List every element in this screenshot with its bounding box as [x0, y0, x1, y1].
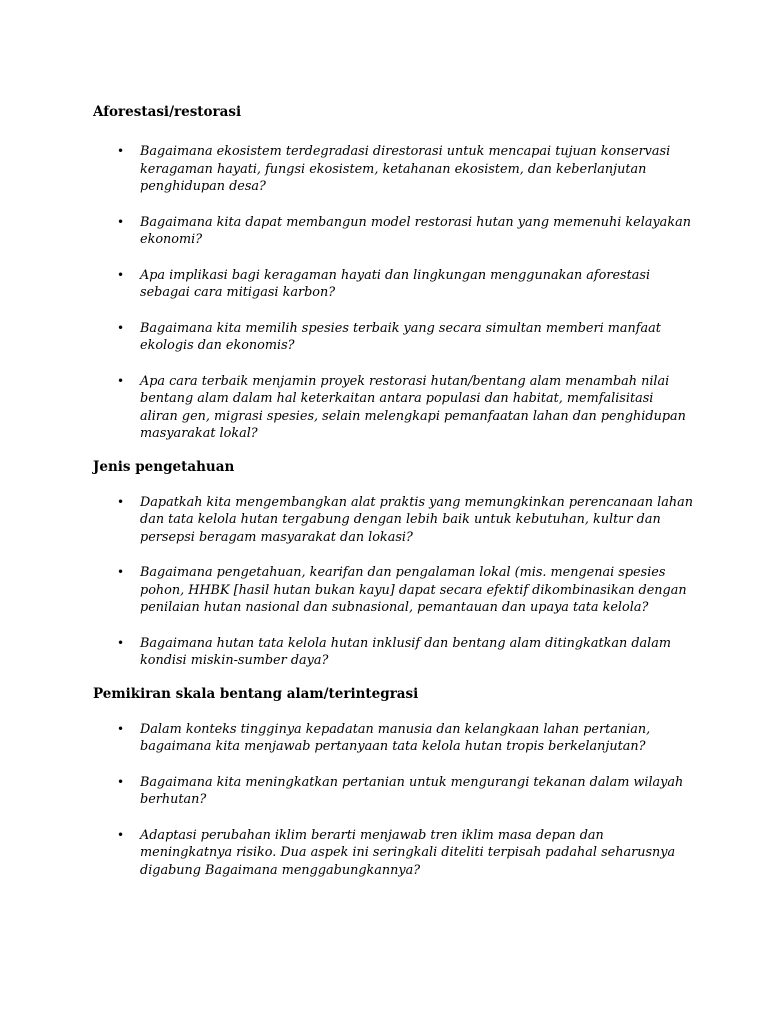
question-text: Adaptasi perubahan iklim berarti menjawab tren iklim masa depan dan meningkatnya risiko. Dua aspek ini seringkali diteliti terpisah padahal seharusnya digabung Bagaimana menggabungkannya?: [140, 827, 676, 878]
question-text: Bagaimana kita dapat membangun model restorasi hutan yang memenuhi kelayakan ekonomi?: [140, 214, 691, 247]
bullet-icon: •: [117, 565, 125, 579]
list-item: [93, 320, 695, 355]
question-text: Bagaimana pengetahuan, kearifan dan pengalaman lokal (mis. mengenai spesies pohon, HHBK [hasil hutan bukan kayu] dapat secara efektif dikombinasikan dengan penilaian hutan nasional dan subnasional, pemantauan dan upaya tata kelola?: [140, 565, 687, 615]
list-item: [93, 721, 695, 756]
bullet-icon: •: [117, 144, 125, 158]
list-item: [93, 774, 695, 809]
question-text: Bagaimana kita meningkatkan pertanian untuk mengurangi tekanan dalam wilayah berhutan?: [140, 774, 684, 807]
question-text: Dapatkah kita mengembangkan alat praktis yang memungkinkan perencanaan lahan dan tata kelola hutan tergabung dengan lebih baik untuk kebutuhan, kultur dan persepsi beragam masyarakat dan lokasi?: [140, 494, 693, 545]
section-heading: Aforestasi/restorasi: [93, 104, 242, 120]
document-body: [93, 104, 693, 879]
list-item: [93, 267, 695, 302]
question-text: Bagaimana hutan tata kelola hutan inklusif dan bentang alam ditingkatkan dalam kondisi miskin-sumber daya?: [140, 635, 672, 668]
question-text: Apa cara terbaik menjamin proyek restorasi hutan/bentang alam menambah nilai bentang alam dalam hal keterkaitan antara populasi dan habitat, memfalisitasi aliran gen, migrasi spesies, selain melengkapi pemanfaatan lahan dan penghidupan masyarakat lokal?: [140, 373, 686, 441]
question-list: [93, 721, 693, 880]
bullet-icon: •: [117, 494, 125, 509]
list-item: [93, 635, 695, 670]
list-item: [93, 143, 695, 196]
bullet-icon: •: [117, 320, 125, 335]
bullet-icon: •: [117, 214, 125, 229]
list-item: [93, 494, 695, 547]
question-list: [93, 143, 693, 443]
bullet-icon: •: [117, 267, 125, 282]
section-pemikiran-skala: [93, 686, 693, 880]
list-item: [93, 214, 695, 249]
bullet-icon: •: [117, 721, 125, 736]
question-text: Dalam konteks tingginya kepadatan manusia dan kelangkaan lahan pertanian, bagaimana kita menjawab pertanyaan tata kelola hutan tropis berkelanjutan?: [140, 721, 651, 754]
bullet-icon: •: [117, 635, 125, 650]
question-text: Apa implikasi bagi keragaman hayati dan lingkungan menggunakan aforestasi sebagai cara mitigasi karbon?: [140, 267, 651, 300]
question-text: Bagaimana kita memilih spesies terbaik yang secara simultan memberi manfaat ekologis dan ekonomis?: [140, 320, 661, 353]
question-text: Bagaimana ekosistem terdegradasi direstorasi untuk mencapai tujuan konservasi keragaman hayati, fungsi ekosistem, ketahanan ekosistem, dan keberlanjutan penghidupan desa?: [140, 144, 671, 194]
section-jenis-pengetahuan: [93, 459, 693, 670]
list-item: [93, 373, 695, 443]
question-list: [93, 494, 693, 670]
section-heading: Pemikiran skala bentang alam/terintegrasi: [93, 685, 419, 702]
bullet-icon: •: [117, 373, 125, 388]
list-item: [93, 564, 695, 617]
list-item: [93, 827, 695, 880]
section-aforestasi: [93, 104, 693, 443]
bullet-icon: •: [117, 774, 125, 789]
section-heading: Jenis pengetahuan: [93, 458, 235, 475]
bullet-icon: •: [117, 827, 125, 842]
